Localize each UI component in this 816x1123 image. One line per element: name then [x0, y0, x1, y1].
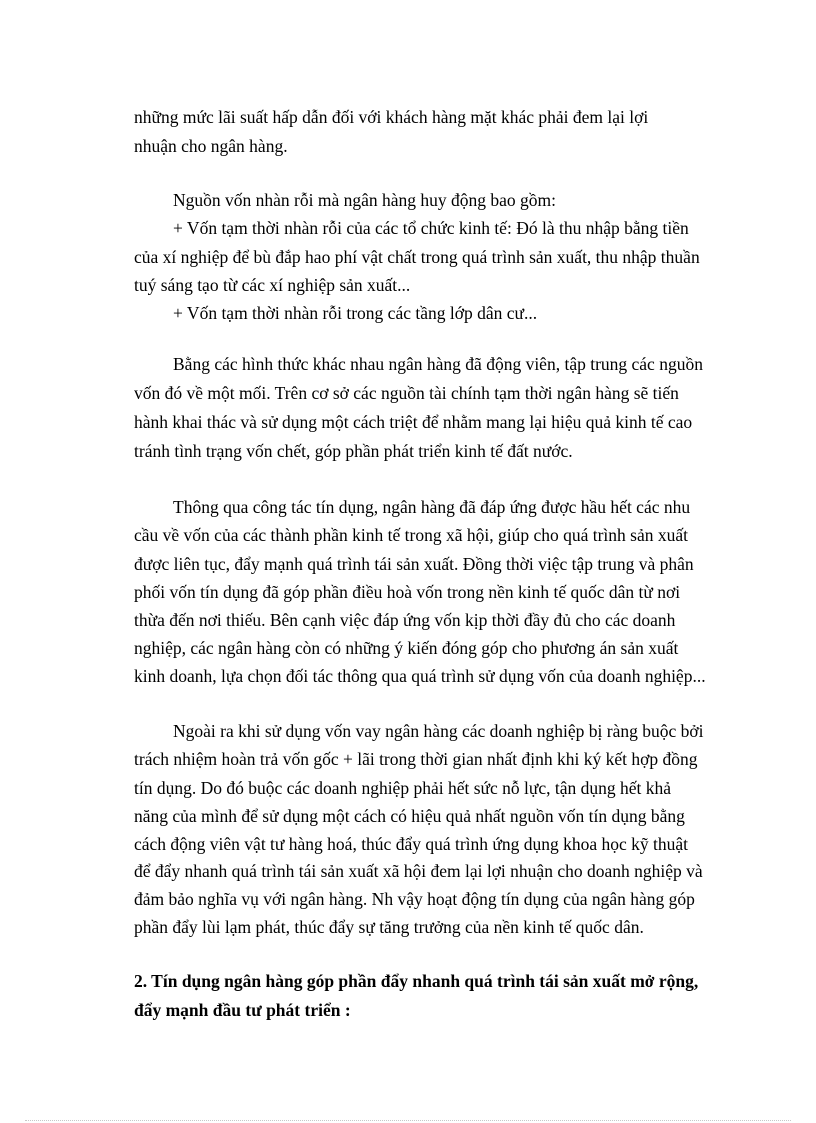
- paragraph-line: Nguồn vốn nhàn rỗi mà ngân hàng huy động bao gồm:: [173, 190, 557, 210]
- paragraph-line: nhuận cho ngân hàng.: [134, 136, 288, 156]
- paragraph-line: nghiệp, các ngân hàng còn có những ý kiến đóng góp cho phương án sản xuất: [134, 638, 679, 658]
- section-heading: đẩy mạnh đầu tư phát triển :: [134, 1000, 351, 1020]
- paragraph-line: cách động viên vật tư hàng hoá, thúc đẩy quá trình ứng dụng khoa học kỹ thuật: [134, 834, 689, 854]
- page-bottom-rule: [25, 1120, 791, 1121]
- paragraph-line: của xí nghiệp để bù đắp hao phí vật chất trong quá trình sản xuất, thu nhập thuần: [134, 247, 700, 267]
- paragraph-line: Ngoài ra khi sử dụng vốn vay ngân hàng các doanh nghiệp bị ràng buộc bởi: [173, 721, 704, 741]
- paragraph-line: hành khai thác và sử dụng một cách triệt để nhằm mang lại hiệu quả kinh tế cao: [134, 412, 693, 432]
- paragraph-line: Thông qua công tác tín dụng, ngân hàng đã đáp ứng được hầu hết các nhu: [173, 497, 691, 517]
- paragraph-line: kinh doanh, lựa chọn đối tác thông qua quá trình sử dụng vốn của doanh nghiệp...: [134, 666, 706, 686]
- paragraph-line: vốn đó về một mối. Trên cơ sở các nguồn tài chính tạm thời ngân hàng sẽ tiến: [134, 383, 679, 403]
- paragraph-line: năng của mình để sử dụng một cách có hiệu quả nhất nguồn vốn tín dụng bằng: [134, 806, 685, 826]
- paragraph-line: trách nhiệm hoàn trả vốn gốc + lãi trong thời gian nhất định khi ký kết hợp đồng: [134, 749, 698, 769]
- paragraph-line: phối vốn tín dụng đã góp phần điều hoà vốn trong nền kinh tế quốc dân từ nơi: [134, 582, 681, 602]
- bullet-line: + Vốn tạm thời nhàn rỗi của các tổ chức kinh tế: Đó là thu nhập bằng tiền: [173, 218, 689, 238]
- paragraph-line: tín dụng. Do đó buộc các doanh nghiệp phải hết sức nỗ lực, tận dụng hết khả: [134, 778, 672, 798]
- section-heading: 2. Tín dụng ngân hàng góp phần đẩy nhanh quá trình tái sản xuất mở rộng,: [134, 971, 699, 991]
- paragraph-line: [134, 106, 764, 128]
- paragraph-line: tuý sáng tạo từ các xí nghiệp sản xuất...: [134, 275, 411, 295]
- paragraph-line: thừa đến nơi thiếu. Bên cạnh việc đáp ứng vốn kịp thời đầy đủ cho các doanh: [134, 610, 676, 630]
- paragraph-line: phần đẩy lùi lạm phát, thúc đẩy sự tăng trưởng của nền kinh tế quốc dân.: [134, 917, 644, 937]
- paragraph-line: được liên tục, đẩy mạnh quá trình tái sản xuất. Đồng thời việc tập trung và phân: [134, 554, 694, 574]
- paragraph-line: tránh tình trạng vốn chết, góp phần phát triển kinh tế đất nước.: [134, 441, 573, 461]
- paragraph-line: cầu về vốn của các thành phần kinh tế trong xã hội, giúp cho quá trình sản xuất: [134, 525, 689, 545]
- bullet-line: + Vốn tạm thời nhàn rỗi trong các tầng lớp dân cư...: [173, 303, 538, 323]
- line-text: những mức lãi suất hấp dẫn đối với khách hàng mặt khác phải đem lại lợi: [134, 107, 649, 127]
- paragraph-line: để đẩy nhanh quá trình tái sản xuất xã hội đem lại lợi nhuận cho doanh nghiệp và: [134, 861, 703, 881]
- paragraph-line: Bằng các hình thức khác nhau ngân hàng đã động viên, tập trung các nguồn: [173, 354, 703, 374]
- paragraph-line: đảm bảo nghĩa vụ với ngân hàng. Nh vậy hoạt động tín dụng của ngân hàng góp: [134, 889, 695, 909]
